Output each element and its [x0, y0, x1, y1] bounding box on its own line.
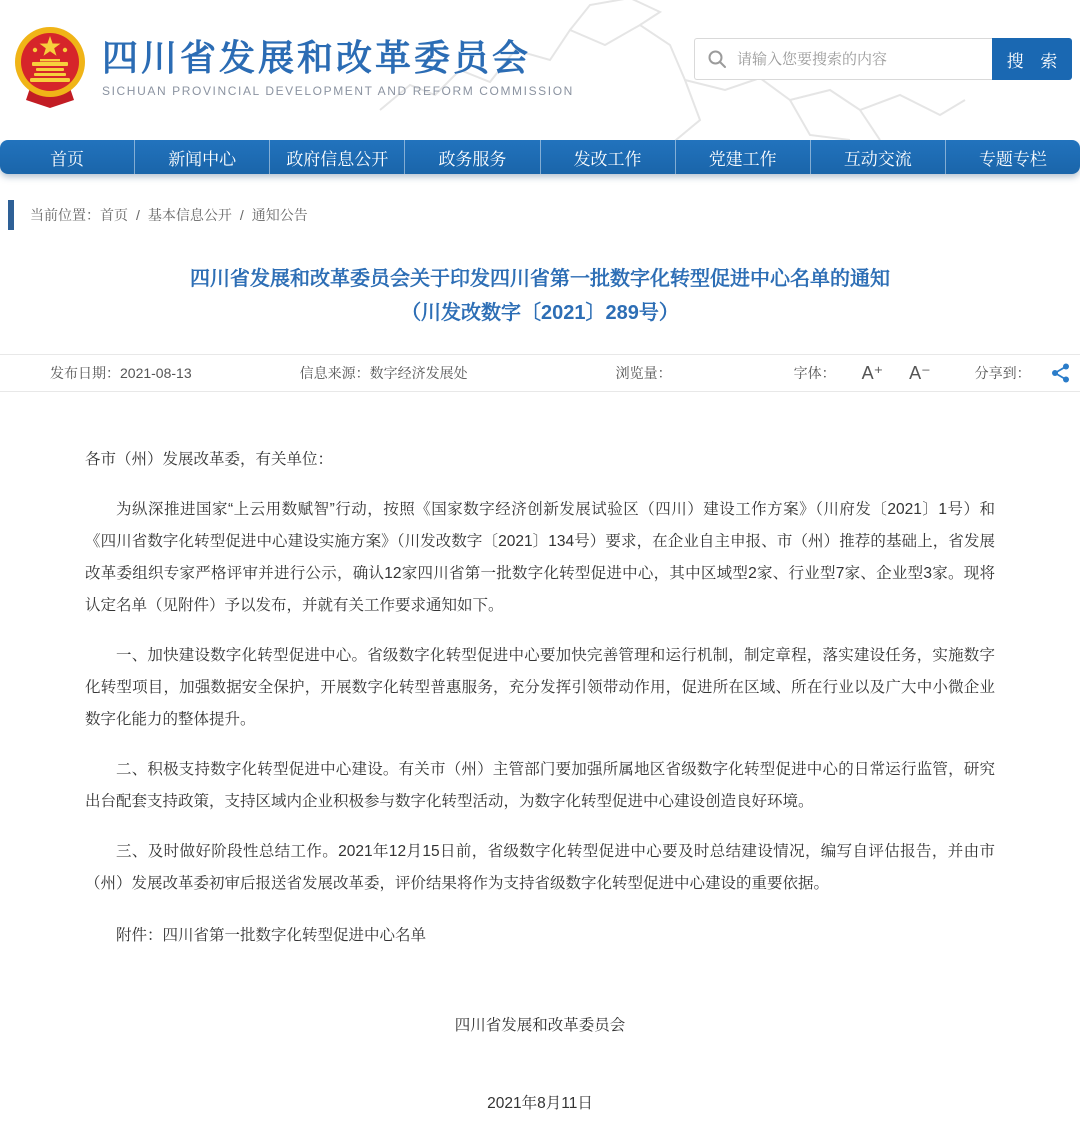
nav-item-topics[interactable]: 专题专栏 [978, 149, 1047, 169]
national-emblem-icon [14, 26, 86, 108]
nav-item-gov-info[interactable]: 政府信息公开 [270, 140, 405, 174]
article-title [0, 262, 1080, 330]
attachment-line: 附件：四川省第一批数字化转型促进中心名单 [116, 927, 427, 944]
article-body [85, 392, 995, 1138]
breadcrumb-separator: / [136, 207, 140, 223]
nav-item-party-work[interactable]: 党建工作 [676, 140, 811, 174]
search-area [694, 38, 1072, 80]
nav-item-home[interactable]: 首页 [0, 140, 135, 174]
search-icon [707, 49, 727, 69]
share-label: 分享到： [974, 365, 1031, 381]
view-count [616, 363, 672, 383]
info-source-value: 数字经济发展处 [369, 365, 468, 381]
breadcrumb [8, 200, 1080, 230]
breadcrumb-separator: / [239, 207, 244, 223]
paragraph-point-two: 二、积极支持数字化转型促进中心建设。有关市（州）主管部门要加强所属地区省级数字化转型促进中心的日常运行监管，研究出台配套支持政策，支持区域内企业积极参与数字化转型活动，为数字化转型促进中心建设创造良好环境。 [85, 761, 995, 810]
share-icon[interactable] [1049, 361, 1073, 385]
site-logo-brand[interactable] [14, 26, 574, 108]
nav-item-news[interactable]: 新闻中心 [135, 140, 270, 174]
breadcrumb-notices[interactable]: 通知公告 [251, 207, 308, 223]
search-button[interactable]: 搜 索 [992, 38, 1072, 80]
nav-item-ndrc-work[interactable]: 发改工作 [541, 140, 676, 174]
view-count-label: 浏览量： [615, 365, 672, 381]
article-meta-bar [0, 354, 1080, 392]
search-input[interactable] [737, 51, 980, 68]
share-icons [1039, 361, 1080, 386]
breadcrumb-marker [8, 200, 14, 230]
article-title-line1: 四川省发展和改革委员会关于印发四川省第一批数字化转型促进中心名单的通知 [190, 268, 890, 290]
paragraph-intro: 为纵深推进国家“上云用数赋智”行动，按照《国家数字经济创新发展试验区（四川）建设工作方案》（川府发〔2021〕1号）和《四川省数字化转型促进中心建设实施方案》（川发改数字〔2021〕134号）要求，在企业自主申报、市（州）推荐的基础上，省发展改革委组织专家严格评审并进行公示，确认12家四川省第一批数字化转型促进中心，其中区域型2家、行业型7家、企业型3家。现将认定名单（见附件）予以发布，并就有关工作要求通知如下。 [85, 501, 995, 614]
font-decrease-button[interactable]: A⁻ [909, 362, 931, 383]
paragraph-point-one: 一、加快建设数字化转型促进中心。省级数字化转型促进中心要加快完善管理和运行机制，制定章程，落实建设任务，实施数字化转型项目，加强数据安全保护，开展数字化转型普惠服务，充分发挥引领带动作用，促进所在区域、所在行业以及广大中小微企业数字化能力的整体提升。 [85, 647, 995, 728]
breadcrumb-home[interactable]: 首页 [100, 207, 128, 223]
search-box [694, 38, 992, 80]
publish-date [50, 363, 192, 383]
publish-date-label: 发布日期： [50, 365, 120, 381]
publish-date-value: 2021-08-13 [120, 365, 192, 381]
breadcrumb-label: 当前位置： [30, 207, 100, 223]
info-source [300, 363, 468, 383]
nav-item-services[interactable]: 政务服务 [405, 140, 540, 174]
signature-org: 四川省发展和改革委员会 [454, 1017, 626, 1034]
salutation: 各市（州）发展改革委，有关单位： [85, 451, 334, 468]
site-header [0, 0, 1080, 140]
site-subtitle: SICHUAN PROVINCIAL DEVELOPMENT AND REFORM COMMISSION [102, 84, 574, 98]
share-controls [975, 361, 1080, 386]
font-size-label: 字体： [793, 365, 836, 381]
font-size-controls [794, 363, 931, 384]
font-increase-button[interactable]: A⁺ [861, 362, 884, 383]
nav-item-interaction[interactable]: 互动交流 [811, 140, 946, 174]
signature-date: 2021年8月11日 [487, 1095, 593, 1112]
paragraph-point-three: 三、及时做好阶段性总结工作。2021年12月15日前，省级数字化转型促进中心要及时总结建设情况，编写自评估报告，并由市（州）发展改革委初审后报送省发展改革委，评价结果将作为支持省级数字化转型促进中心建设的重要依据。 [85, 843, 995, 892]
site-title: 四川省发展和改革委员会 [102, 37, 532, 78]
article-title-line2: （川发改数字〔2021〕289号） [401, 302, 679, 324]
main-nav [0, 140, 1080, 174]
info-source-label: 信息来源： [299, 365, 370, 381]
breadcrumb-basic-info[interactable]: 基本信息公开 [147, 207, 232, 223]
